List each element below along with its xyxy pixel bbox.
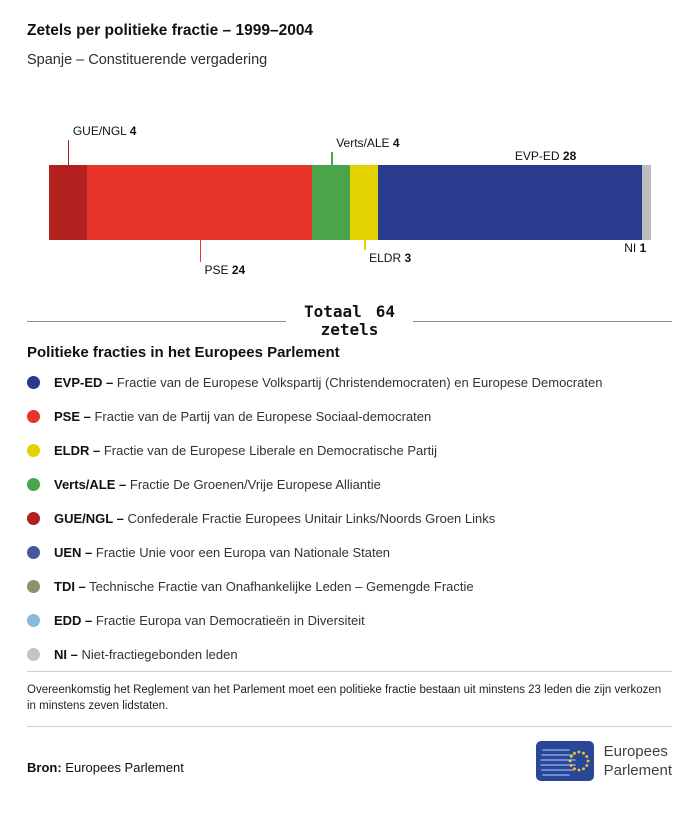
- legend-label-evp-ed: EVP-ED – Fractie van de Europese Volkspartij (Christendemocraten) en Europese Democraten: [54, 374, 603, 390]
- legend-item-evp-ed: [27, 365, 672, 399]
- leader-line-gue-ngl: [68, 140, 70, 165]
- logo-wordmark-line1: Europees: [603, 742, 668, 760]
- bar-segment-ni: [642, 165, 651, 240]
- legend-label-tdi: TDI – Technische Fractie van Onafhankelijke Leden – Gemengde Fractie: [54, 578, 474, 594]
- total-summary: [27, 303, 672, 339]
- legend-item-pse: [27, 399, 672, 433]
- source-label: Bron:: [27, 759, 62, 775]
- logo-wordmark: [604, 742, 672, 780]
- legend-dot-pse: [27, 410, 40, 423]
- footnote-divider-top: [27, 671, 672, 672]
- seat-distribution-chart: [49, 124, 651, 277]
- legend-dot-verts-ale: [27, 478, 40, 491]
- legend-item-verts-ale: [27, 467, 672, 501]
- legend-label-gue-ngl: GUE/NGL – Confederale Fractie Europees Unitair Links/Noords Groen Links: [54, 510, 496, 526]
- page-title: Zetels per politieke fractie – 1999–2004: [27, 22, 314, 39]
- bar-segment-eldr: [350, 165, 378, 240]
- leader-line-eldr: [364, 240, 366, 250]
- leader-line-verts-ale: [331, 152, 333, 165]
- source-value: Europees Parlement: [65, 759, 184, 775]
- legend-item-ni: [27, 637, 672, 671]
- bar-segment-gue-ngl: [49, 165, 87, 240]
- total-line: [304, 303, 395, 321]
- legend-dot-edd: [27, 614, 40, 627]
- bar-label-evp-ed: EVP-ED 28: [514, 149, 577, 163]
- bar-label-eldr: ELDR 3: [369, 251, 412, 265]
- legend-label-ni: NI – Niet-fractiegebonden leden: [54, 646, 238, 662]
- legend-label-verts-ale: Verts/ALE – Fractie De Groenen/Vrije Europese Alliantie: [54, 476, 381, 492]
- legend-item-uen: [27, 535, 672, 569]
- total-text: [304, 303, 395, 339]
- footnote-text: Overeenkomstig het Reglement van het Parlement moet een politieke fractie bestaan uit minstens 23 leden die zijn verkozen in minstens zeven lidstaten.: [27, 684, 662, 712]
- legend-dot-tdi: [27, 580, 40, 593]
- total-label: Totaal: [303, 302, 362, 321]
- source-line: [27, 760, 184, 783]
- legend-dot-eldr: [27, 444, 40, 457]
- leader-line-pse: [200, 240, 202, 262]
- total-divider-left: [27, 321, 286, 322]
- legend-label-eldr: ELDR – Fractie van de Europese Liberale en Democratische Partij: [54, 442, 437, 458]
- legend-label-edd: EDD – Fractie Europa van Democratieën in Diversiteit: [54, 612, 365, 628]
- stacked-bar: [49, 165, 651, 240]
- footnote-divider-bottom: [27, 726, 672, 727]
- total-value: 64: [375, 302, 396, 321]
- legend-item-tdi: [27, 569, 672, 603]
- legend-item-edd: [27, 603, 672, 637]
- legend-list: [27, 365, 672, 671]
- legend-dot-gue-ngl: [27, 512, 40, 525]
- bar-label-gue-ngl: GUE/NGL 4: [72, 124, 137, 138]
- bar-segment-pse: [87, 165, 313, 240]
- legend-item-gue-ngl: [27, 501, 672, 535]
- legend-label-uen: UEN – Fractie Unie voor een Europa van Nationale Staten: [54, 544, 391, 560]
- legend-dot-uen: [27, 546, 40, 559]
- total-divider-right: [413, 321, 672, 322]
- european-parliament-logo-block: [536, 741, 672, 783]
- bar-segment-verts-ale: [312, 165, 350, 240]
- bar-label-ni: NI 1: [624, 241, 647, 255]
- european-parliament-logo-icon: [536, 741, 594, 781]
- page-subtitle: Spanje – Constituerende vergadering: [27, 52, 268, 68]
- legend-item-eldr: [27, 433, 672, 467]
- bar-label-verts-ale: Verts/ALE 4: [336, 136, 400, 150]
- legend-dot-evp-ed: [27, 376, 40, 389]
- legend-label-pse: PSE – Fractie van de Partij van de Europese Sociaal-democraten: [54, 408, 432, 424]
- legend-dot-ni: [27, 648, 40, 661]
- bar-segment-evp-ed: [378, 165, 641, 240]
- legend-heading: Politieke fracties in het Europees Parlement: [27, 344, 340, 361]
- logo-wordmark-line2: Parlement: [603, 761, 672, 779]
- footer: [27, 739, 672, 783]
- total-unit: zetels: [320, 320, 379, 339]
- bar-label-pse: PSE 24: [204, 263, 246, 277]
